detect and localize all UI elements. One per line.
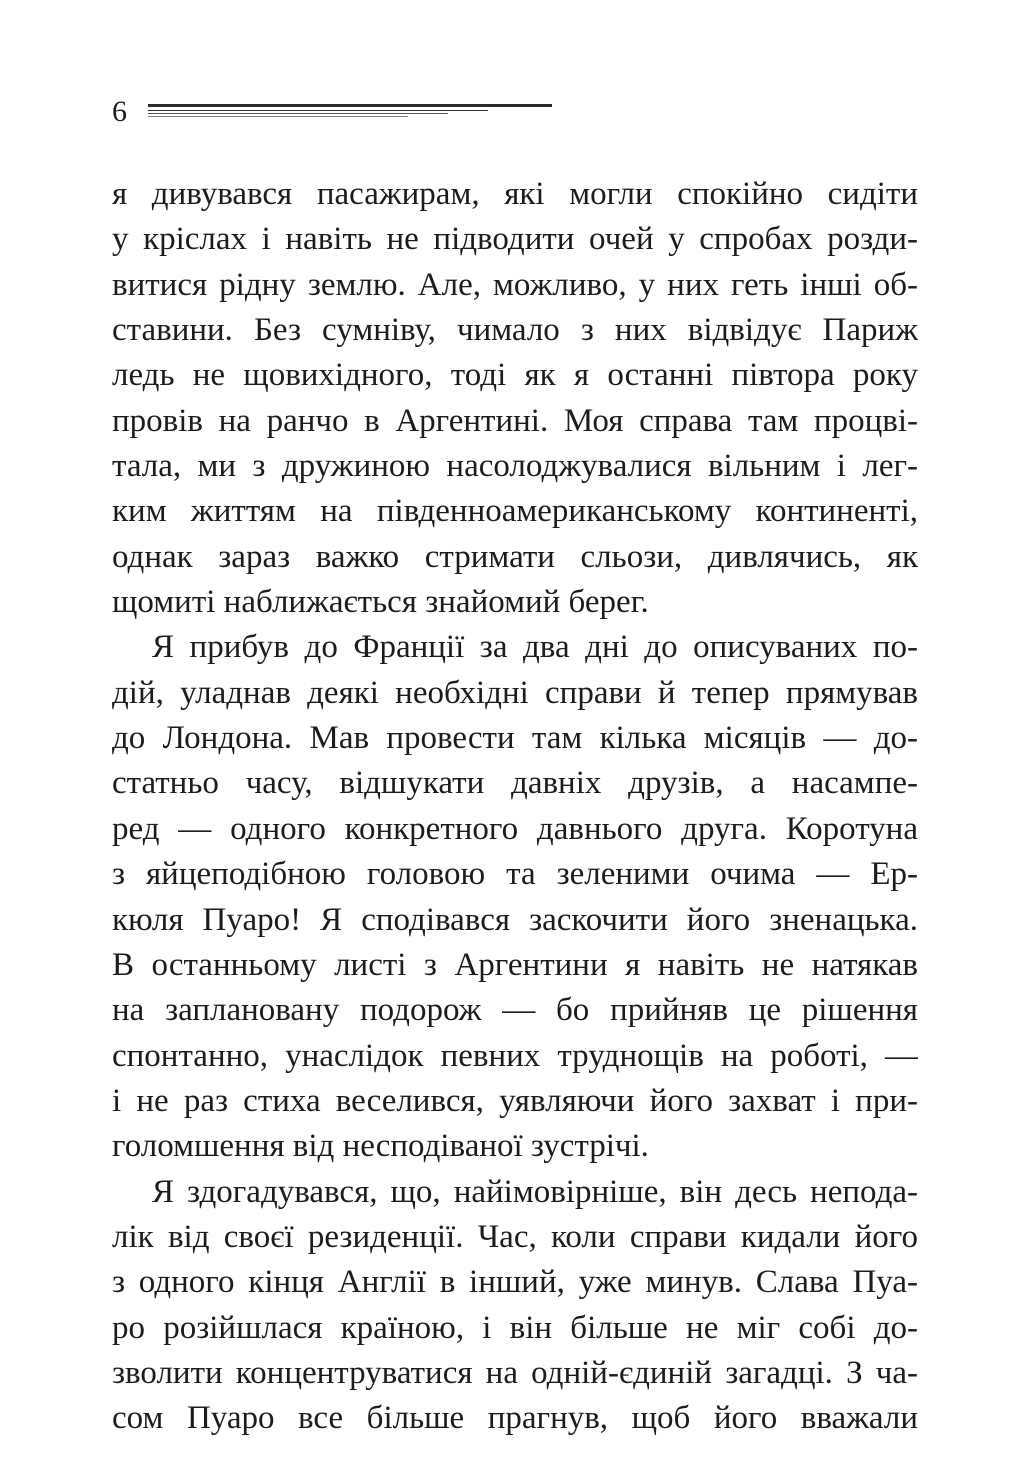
text-line: кюля Пуаро! Я сподівався заскочити його зненацька.: [112, 901, 918, 938]
text-line: лік від своєї резиденції. Час, коли справи кидали його: [112, 1218, 918, 1255]
paragraph: [112, 172, 918, 625]
text-line: до Лондона. Мав провести там кілька місяців — до-: [112, 720, 918, 757]
text-line: Я прибув до Франції за два дні до описуваних по-: [152, 629, 918, 666]
header-rule: [148, 104, 552, 118]
paragraph: [112, 1170, 918, 1442]
text-line: у кріслах і навіть не підводити очей у спробах розди-: [112, 221, 918, 258]
text-line: ро розійшлася країною, і він більше не міг собі до-: [112, 1309, 918, 1346]
text-line: ред — одного конкретного давнього друга. Коротуна: [112, 810, 918, 847]
text-line: тала, ми з дружиною насолоджувалися вільним і лег-: [112, 448, 918, 485]
text-line: ким життям на південноамериканському континенті,: [112, 493, 918, 530]
text-line: дій, уладнав деякі необхідні справи й тепер прямував: [112, 674, 918, 711]
text-line: провів на ранчо в Аргентині. Моя справа там процві-: [112, 402, 918, 439]
text-line: щомиті наближається знайомий берег.: [112, 584, 649, 621]
text-line: статньо часу, відшукати давніх друзів, а насампе-: [112, 765, 918, 802]
text-line: з яйцеподібною головою та зеленими очима — Ер-: [112, 856, 918, 893]
text-line: зволити концентруватися на одній-єдиній загадці. З ча-: [112, 1354, 918, 1391]
text-line: Я здогадувався, що, найімовірніше, він десь непода-: [152, 1173, 918, 1210]
text-line: голомшення від несподіваної зустрічі.: [112, 1128, 649, 1165]
page-number: 6: [112, 95, 127, 128]
text-line: сом Пуаро все більше прагнув, щоб його вважали: [112, 1400, 918, 1437]
text-line: на заплановану подорож — бо прийняв це рішення: [112, 992, 918, 1029]
body-text: [112, 172, 918, 1442]
text-line: з одного кінця Англії в інший, уже минув. Слава Пуа-: [112, 1264, 918, 1301]
text-line: я дивувався пасажирам, які могли спокійно сидіти: [112, 176, 918, 212]
text-line: і не раз стиха веселився, уявляючи його захват і при-: [112, 1082, 918, 1119]
text-line: ставини. Без сумніву, чимало з них відвідує Париж: [112, 312, 918, 349]
text-line: В останньому листі з Аргентини я навіть не натякав: [112, 946, 918, 983]
text-line: спонтанно, унаслідок певних труднощів на роботі, —: [112, 1037, 918, 1074]
text-line: ледь не щовихідного, тоді як я останні півтора року: [112, 357, 918, 394]
paragraph: [112, 625, 918, 1169]
text-line: витися рідну землю. Але, можливо, у них геть інші об-: [112, 266, 918, 303]
page-header: [112, 92, 552, 132]
text-line: однак зараз важко стримати сльози, дивлячись, як: [112, 538, 918, 575]
